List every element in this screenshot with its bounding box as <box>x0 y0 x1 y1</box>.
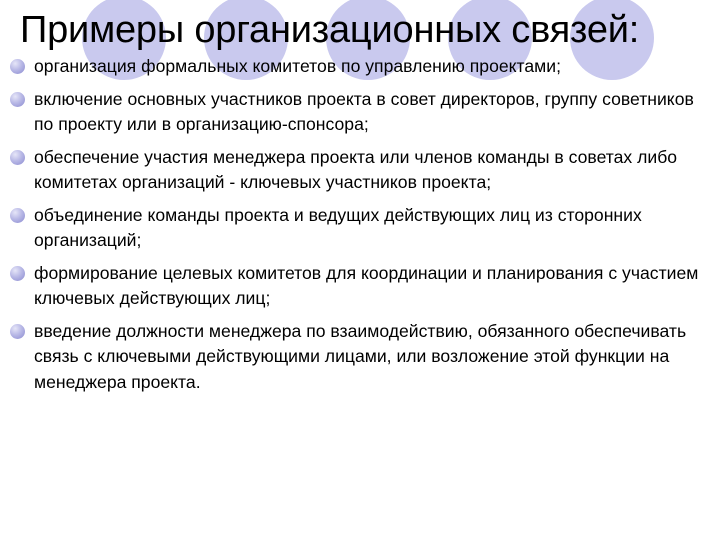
bullet-text: введение должности менеджера по взаимодействию, обязанного обеспечивать связь с ключевыми действующими лицами, или возложение этой функции на менеджера проекта. <box>34 320 687 392</box>
bullet-item <box>10 319 710 396</box>
bullet-item <box>10 145 710 196</box>
bullet-disc-icon <box>10 92 25 107</box>
bullet-list <box>10 54 710 402</box>
bullet-disc-icon <box>10 266 25 281</box>
bullet-item <box>10 203 710 254</box>
bullet-text: объединение команды проекта и ведущих действующих лиц из сторонних организаций; <box>34 204 642 250</box>
slide-title: Примеры организационных связей: <box>20 9 640 51</box>
bullet-text: включение основных участников проекта в совет директоров, группу советников по проекту или в организацию-спонсора; <box>34 88 694 134</box>
bullet-item <box>10 54 710 80</box>
bullet-disc-icon <box>10 208 25 223</box>
bullet-disc-icon <box>10 59 25 74</box>
bullet-disc-icon <box>10 324 25 339</box>
bullet-text: организация формальных комитетов по управлению проектами; <box>34 56 561 76</box>
bullet-text: обеспечение участия менеджера проекта или членов команды в советах либо комитетах организаций - ключевых участников проекта; <box>34 146 678 192</box>
bullet-disc-icon <box>10 150 25 165</box>
bullet-text: формирование целевых комитетов для координации и планирования с участием ключевых действующих лиц; <box>34 262 699 308</box>
bullet-item <box>10 261 710 312</box>
bullet-item <box>10 87 710 138</box>
